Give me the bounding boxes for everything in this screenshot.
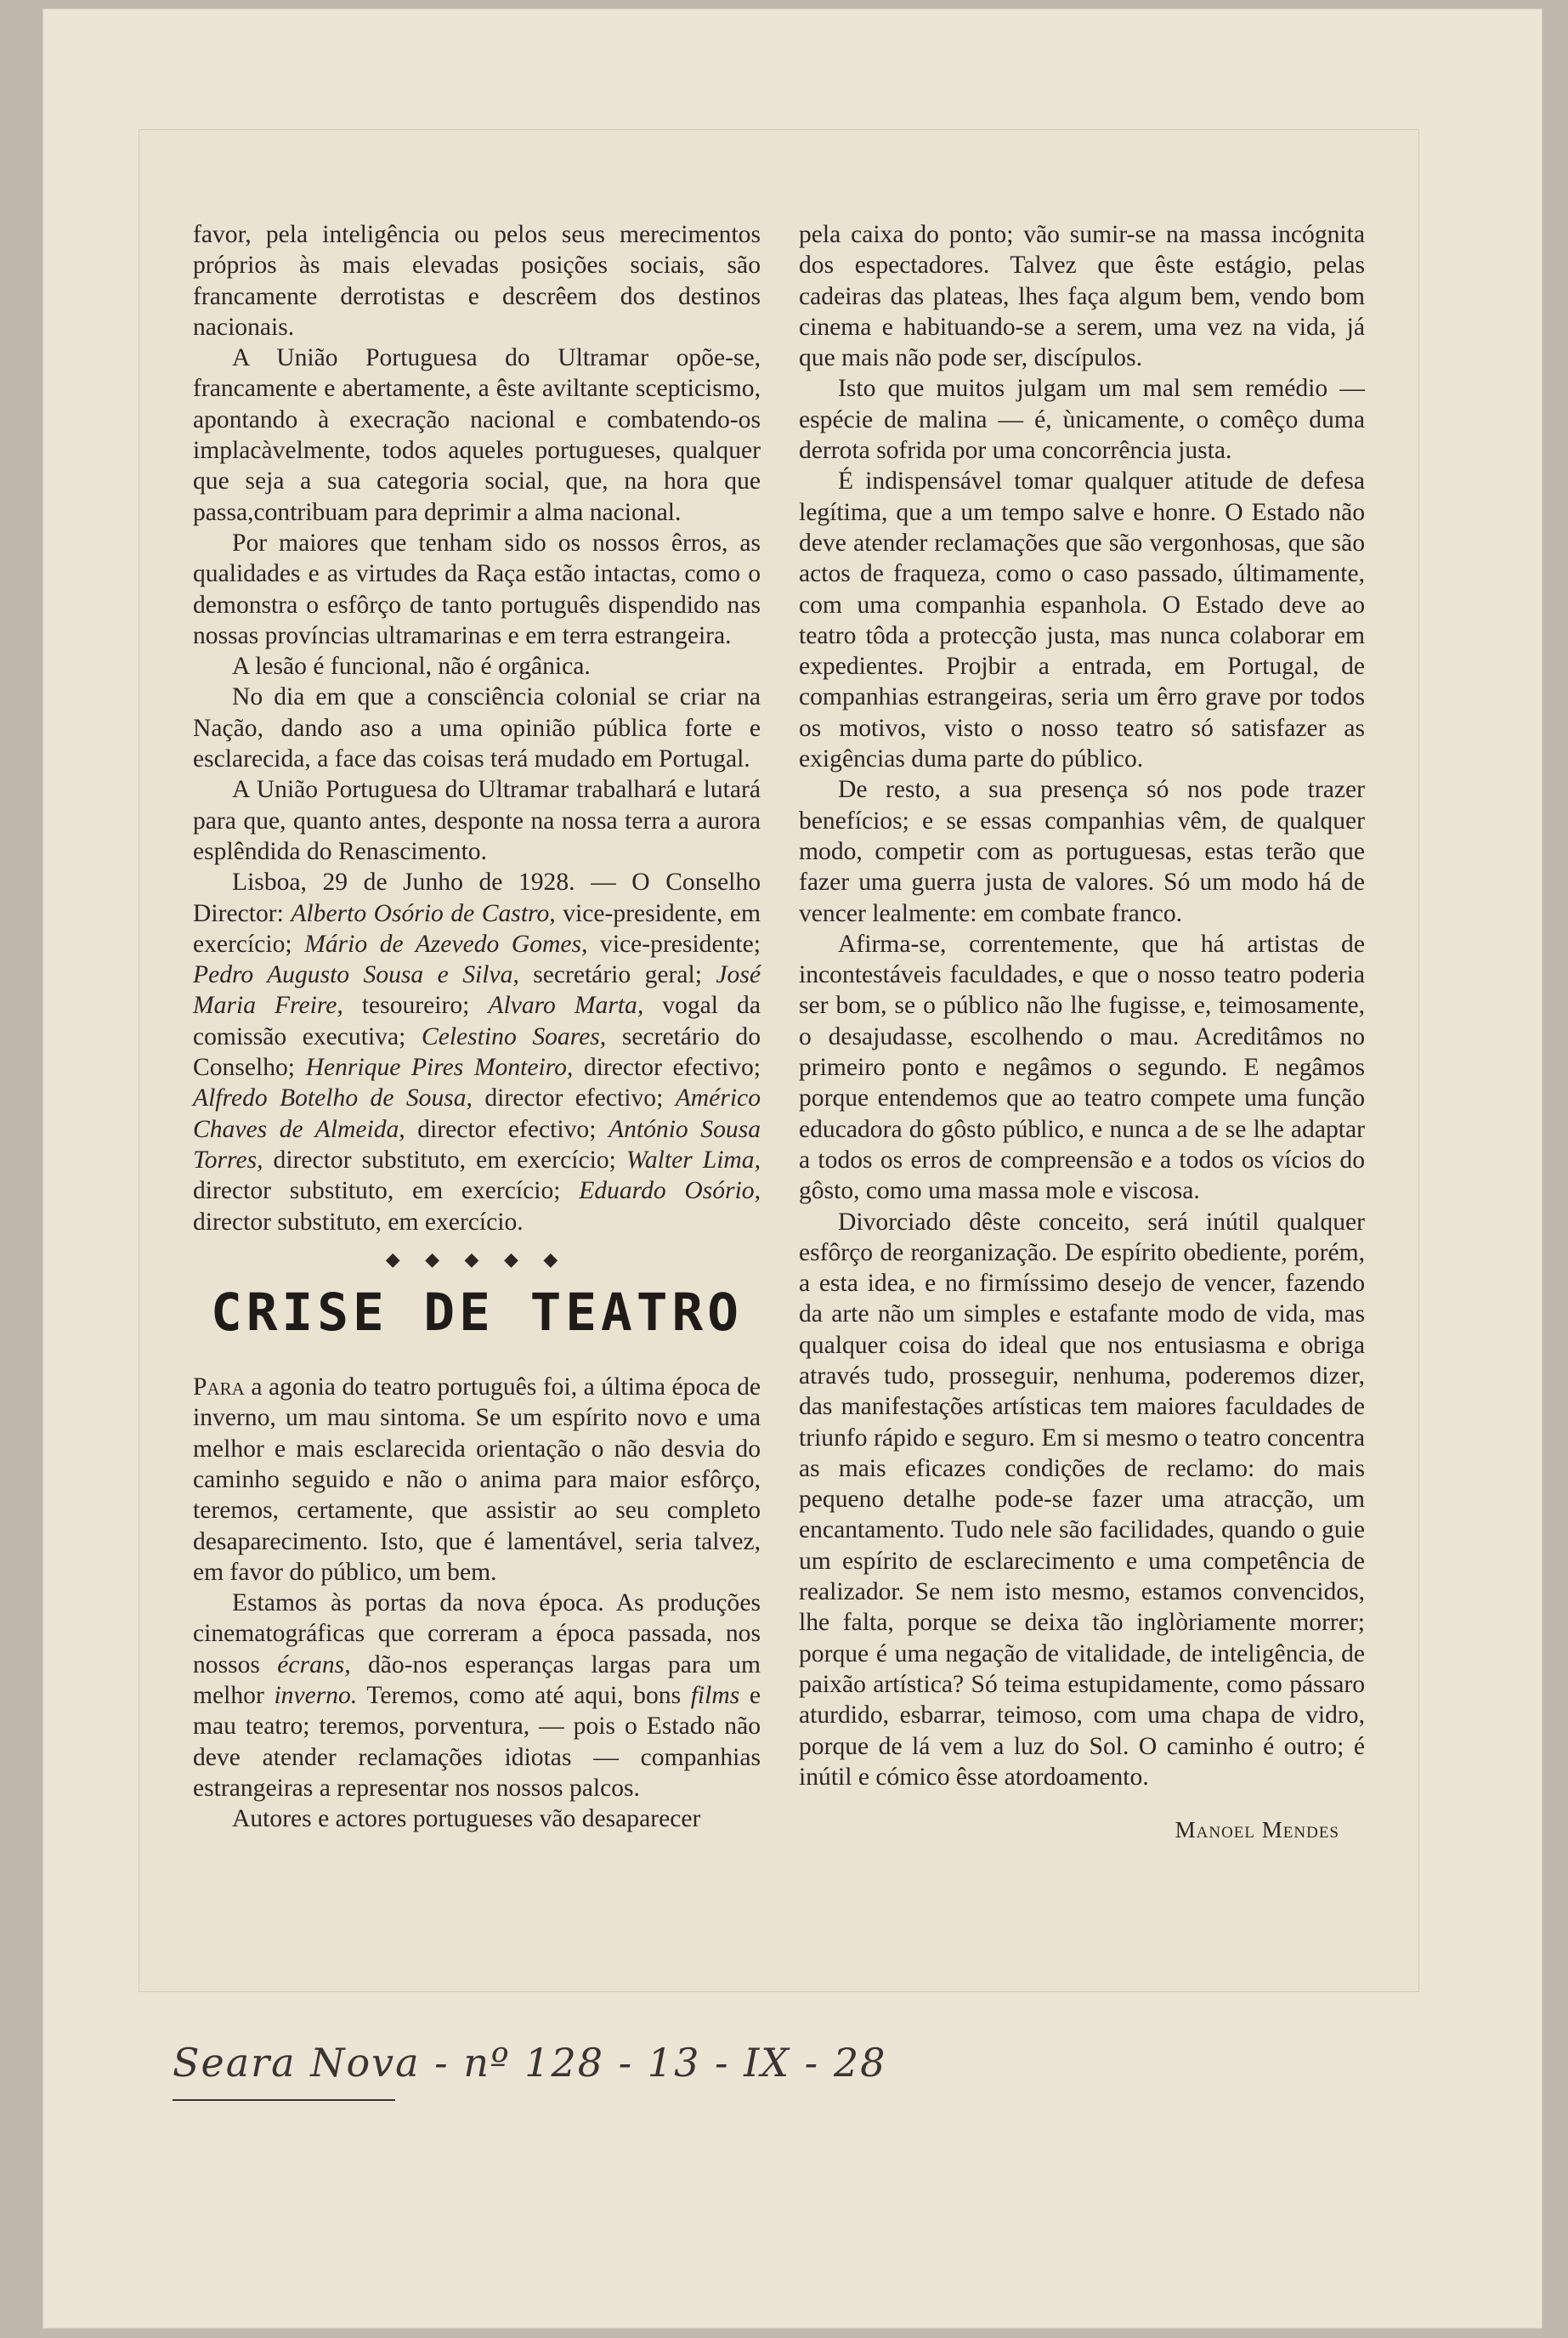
signatory-name: Alberto Osório de Castro, [291,899,556,927]
article-headline: CRISE DE TEATRO [211,1282,743,1344]
paragraph: A União Portuguesa do Ultramar opõe-se, francamente e abertamente, a êste aviltante scepticismo, apontando à execração nacional e combatendo-os implacàvelmente, todos aqueles portugueses, qualquer que seja a sua categoria social, que, na hora que passa,contribuam para deprimir a alma nacional. [193,344,761,526]
paragraph: Afirma-se, correntemente, que há artistas de incontestáveis faculdades, e que o nosso teatro poderia ser bom, se o público não lhe fugisse, e, teimosamente, o desajudasse, escolhendo o mau. Acreditâmos no primeiro ponto e negâmos o segundo. E negâmos porque entendemos que ao teatro compete uma função educadora do gôsto público, e nunca a de se lhe adaptar a todos os erros de compreensão e a todos os vícios do gôsto, como uma massa mole e viscosa. [799,930,1365,1205]
paragraph: Divorciado dêste conceito, será inútil qualquer esfôrço de reorganização. De espírito obediente, porém, a esta idea, e no firmíssimo desejo de vencer, fazendo da arte não um simples e estafante modo de vida, mas qualquer coisa do ideal que nos entusiasma e obriga através tudo, prosseguir, nenhuma, poderemos dizer, das manifestações artísticas tem maiores faculdades de triunfo rápido e seguro. Em si mesmo o teatro concentra as mais eficazes condições de reclamo: do mais pequeno detalhe pode-se fazer uma atracção, um encantamento. Tudo nele são facilidades, quando o guie um espírito de esclarecimento e uma competência de realizador. Se nem isto mesmo, estamos convencidos, lhe falta, porque se deixa tão inglòriamente morrer; porque é uma negação de vitalidade, de inteligência, de paixão artística? Só teima estupidamente, como pássaro aturdido, esbarrar, teimoso, com uma chapa de vidro, porque de lá vem a luz do Sol. O caminho é outro; é inútil e cómico êsse atordoamento. [799,1208,1365,1791]
signatory-role: director substituto, em exercício; [193,1177,561,1205]
signatory-name: Pedro Augusto Sousa e Silva, [193,961,519,989]
paragraph: A lesão é funcional, não é orgânica. [232,653,591,681]
signatory-role: vice-presidente; [600,930,761,958]
handwritten-note: Seara Nova - nº 128 - 13 - IX - 28 [173,2040,887,2086]
signatory-name: Américo Chaves de Almeida, [193,1084,761,1143]
signatory-role: director substituto, em exercício. [193,1208,524,1236]
signatory-name: Henrique Pires Monteiro, [305,1054,574,1082]
signatory-role: secretário do Conselho; [193,1022,761,1082]
article-italic-word: inverno. [274,1682,358,1710]
left-column [193,219,761,1835]
paragraph: A União Portuguesa do Ultramar trabalhará e lutará para que, quanto antes, desponte na nossa terra a aurora esplêndida do Renascimento. [193,776,761,865]
signatory-role: tesoureiro; [361,992,470,1020]
signatory-name: Celestino Soares, [421,1022,607,1050]
article-text: dão-nos esperanças largas para um melhor [193,1650,761,1710]
signatories-lead: Lisboa, 29 de Junho de 1928. — O Conselho Director: [193,869,761,927]
signatory-name: Mário de Azevedo Gomes, [304,930,588,958]
paragraph: pela caixa do ponto; vão sumir-se na massa incógnita dos espectadores. Talvez que êste estágio, pelas cadeiras das plateas, lhes faça algum bem, vendo bom cinema e habituando-se a serem, uma vez na vida, já que mais não pode ser, discípulos. [799,221,1365,372]
signatory-name: José Maria Freire, [193,961,761,1020]
paragraph: Isto que muitos julgam um mal sem remédio — espécie de malina — é, ùnicamente, o comêço duma derrota sofrida por uma concorrência justa. [799,375,1365,465]
article-text: Estamos às portas da nova época. As produções cinematográficas que correram a época passada, nos nossos [193,1589,761,1678]
signatory-name: Alfredo Botelho de Sousa, [193,1084,473,1112]
paragraph: No dia em que a consciência colonial se criar na Nação, dando aso a uma opinião pública forte e esclarecida, a face das coisas terá mudado em Portugal. [193,683,761,773]
article-paragraph [193,1588,761,1803]
article-italic-word: écrans, [277,1650,351,1678]
signatories-paragraph [193,867,761,1237]
paragraph: favor, pela inteligência ou pelos seus merecimentos próprios às mais elevadas posições sociais, são francamente derrotistas e descrêem dos destinos nacionais. [193,221,761,341]
signatory-role: vogal da comissão executiva; [193,992,761,1050]
signatory-name: Alvaro Marta, [488,992,644,1020]
article-paragraph: Autores e actores portugueses vão desaparecer [232,1805,701,1833]
signatory-role: director substituto, em exercício; [273,1146,616,1174]
signatory-name: António Sousa Torres, [193,1115,761,1174]
article-text: a agonia do teatro português foi, a última época de inverno, um mau sintoma. Se um espírito novo e uma melhor e mais esclarecida orientação o não desvia do caminho seguido e não o anima para maior esfôrço, teremos, certamente, que assistir ao seu completo desaparecimento. Isto, que é lamentável, seria talvez, em favor do público, um bem. [193,1373,761,1586]
signatory-name: Walter Lima, [626,1146,761,1174]
right-column [799,219,1365,1845]
signatory-role: director efectivo; [417,1115,597,1143]
article-paragraph [193,1372,761,1588]
section-ornament: ◆ ◆ ◆ ◆ ◆ [385,1248,569,1270]
article-text: Teremos, como até aqui, bons [366,1682,682,1710]
handwritten-underline [173,2099,395,2101]
article-italic-word: films [690,1682,740,1710]
signatory-role: director efectivo; [583,1054,761,1082]
article-lead-word: Para [193,1373,245,1401]
signatory-role: director efectivo; [484,1084,664,1112]
paragraph: De resto, a sua presença só nos pode trazer benefícios; e se essas companhias vêm, de qualquer modo, competir com as portuguesas, estas terão que fazer uma guerra justa de valores. Só um modo há de vencer lealmente: em combate franco. [799,776,1365,927]
signatory-name: Eduardo Osório, [579,1177,761,1205]
signatory-role: vice-presidente, em exercício; [193,899,761,958]
paragraph: É indispensável tomar qualquer atitude de defesa legítima, que a um tempo salve e honre. O Estado não deve atender reclamações que são vergonhosas, que são actos de fraqueza, como o caso passado, últimamente, com uma companhia espanhola. O Estado deve ao teatro tôda a protecção justa, mas nunca colaborar em expedientes. Projbir a entrada, em Portugal, de companhias estrangeiras, seria um êrro grave por todos os motivos, visto o nosso teatro só satisfazer as exigências duma parte do público. [799,467,1365,773]
signatory-role: secretário geral; [533,961,702,989]
author-signature: Manoel Mendes [1175,1817,1339,1843]
article-text: e mau teatro; teremos, porventura, — pois o Estado não deve atender reclamações idiotas — companhias estrangeiras a representar nos nossos palcos. [193,1682,761,1802]
paragraph: Por maiores que tenham sido os nossos êrros, as qualidades e as virtudes da Raça estão intactas, como o demonstra o esfôrço de tanto português dispendido nas nossas províncias ultramarinas e em terra estrangeira. [193,529,761,649]
